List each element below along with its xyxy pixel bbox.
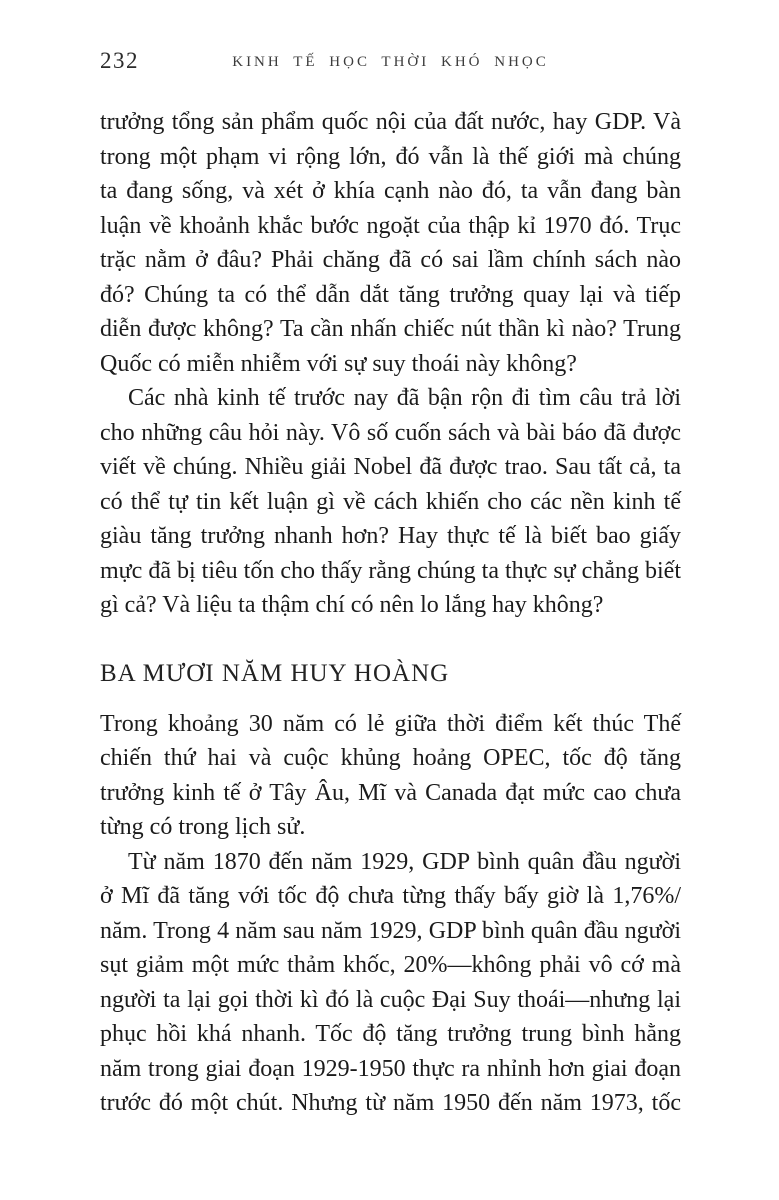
text-line: Các nhà kinh tế trước nay đã bận rộn đi tìm câu trả lời (128, 385, 681, 411)
text-line: đó? Chúng ta có thể dẫn dắt tăng trưởng quay lại và tiếp (100, 281, 681, 308)
text-line: diễn được không? Ta cần nhấn chiếc nút thần kì nào? Trung (100, 316, 681, 342)
text-line: trong một phạm vi rộng lớn, đó vẫn là thế giới mà chúng (100, 143, 681, 170)
text-line: chiến thứ hai và cuộc khủng hoảng OPEC, tốc độ tăng (100, 745, 681, 771)
text-line: trước đó một chút. Nhưng từ năm 1950 đến năm 1973, tốc (100, 1090, 681, 1116)
text-line: ở Mĩ đã tăng với tốc độ chưa từng thấy bấy giờ là 1,76%/ (100, 883, 681, 909)
text-line: sụt giảm một mức thảm khốc, 20%—không phải vô cớ mà (100, 952, 681, 978)
page-header (100, 48, 681, 78)
text-line: từng có trong lịch sử. (100, 814, 306, 840)
text-line: Quốc có miễn nhiễm với sự suy thoái này không? (100, 350, 577, 377)
text-line: luận về khoảnh khắc bước ngoặt của thập kỉ 1970 đó. Trục (100, 212, 681, 239)
page-number: 232 (100, 48, 139, 73)
paragraph (100, 381, 681, 623)
paragraph (100, 845, 681, 1121)
text-line: trưởng tổng sản phẩm quốc nội của đất nước, hay GDP. Và (100, 109, 681, 135)
text-line: phục hồi khá nhanh. Tốc độ tăng trưởng trung bình hằng (100, 1021, 681, 1047)
paragraph (100, 105, 681, 381)
text-line: Từ năm 1870 đến năm 1929, GDP bình quân đầu người (128, 848, 681, 875)
text-line: trưởng kinh tế ở Tây Âu, Mĩ và Canada đạt mức cao chưa (100, 779, 681, 806)
text-line: mực đã bị tiêu tốn cho thấy rằng chúng ta thực sự chẳng biết (100, 557, 681, 584)
text-line: năm trong giai đoạn 1929-1950 thực ra nhỉnh hơn giai đoạn (100, 1055, 681, 1082)
text-line: người ta lại gọi thời kì đó là cuộc Đại Suy thoái—nhưng lại (100, 986, 681, 1013)
text-line: viết về chúng. Nhiều giải Nobel đã được trao. Sau tất cả, ta (100, 454, 681, 480)
running-title: KINH TẾ HỌC THỜI KHÓ NHỌC (232, 54, 549, 70)
paragraph (100, 707, 681, 845)
section-heading: BA MƯƠI NĂM HUY HOÀNG (100, 659, 450, 687)
text-line: năm. Trong 4 năm sau năm 1929, GDP bình quân đầu người (100, 917, 681, 944)
text-line: trặc nằm ở đâu? Phải chăng đã có sai lầm chính sách nào (100, 247, 681, 273)
text-line: gì cả? Và liệu ta thậm chí có nên lo lắng hay không? (100, 592, 604, 618)
text-line: có thể tự tin kết luận gì về cách khiến cho các nền kinh tế (100, 488, 681, 515)
text-line: ta đang sống, và xét ở khía cạnh nào đó, ta vẫn đang bàn (100, 178, 681, 204)
body-text (100, 105, 681, 1121)
text-line: giàu tăng trưởng nhanh hơn? Hay thực tế là biết bao giấy (100, 523, 681, 549)
text-line: cho những câu hỏi này. Vô số cuốn sách và bài báo đã được (100, 419, 681, 446)
text-line: Trong khoảng 30 năm có lẻ giữa thời điểm kết thúc Thế (100, 710, 681, 737)
